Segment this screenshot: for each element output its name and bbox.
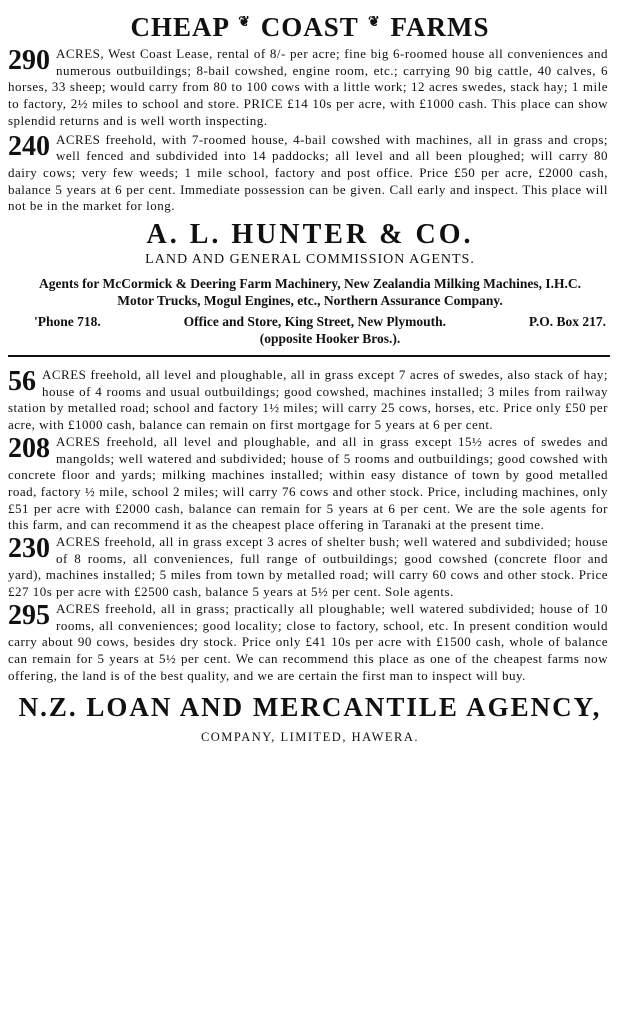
footer-agency-subtitle: COMPANY, LIMITED, HAWERA. — [200, 730, 420, 745]
listing-text: ACRES, West Coast Lease, rental of 8/- per acre; fine big 6-roomed house all conveniences and numerous outbuildings; 8-bail cowshed, engine room, etc.; carrying 90 big cattle, 40 calves, 6 horses, 33 sheep; would carry from 80 to 100 cows with a little work; 12 acres swedes, stack hay; 1 mile to factory, 2½ miles to school and store. PRICE £14 10s per acre, with £1000 cash. This place can show splendid returns and is well worth inspecting. — [8, 46, 608, 128]
listing-56 — [8, 367, 608, 434]
listing-208 — [8, 434, 608, 534]
agent-subtitle: LAND AND GENERAL COMMISSION AGENTS. — [145, 252, 475, 268]
agent-phone: 'Phone 718. — [34, 314, 101, 330]
agent-block — [0, 219, 620, 347]
listing-acres: 290 — [8, 45, 50, 76]
listing-text: ACRES freehold, with 7-roomed house, 4-bail cowshed with machines, all in grass and crops; well fenced and subdivided into 14 paddocks; all level and all been ploughed; will carry 80 dairy cows; very few weeds; 1 mile school, factory and post office. Price £50 per acre, £2000 cash, balance 5 years at 6 per cent. Immediate possession can be given. Call early and inspect. This place will not be in the market for long. — [8, 131, 608, 214]
listing-acres: 56 — [8, 366, 36, 398]
listing-240 — [8, 132, 608, 216]
listing-text: ACRES freehold, all in grass; practically all ploughable; well watered subdivided; house of 10 rooms, all conveniences; good locality; close to factory, school, etc. In present condition would carry about 90 cows, besides dry stock. Price only £41 10s per acre with £1500 cash, whole of balance can remain for 5 years at 5½ per cent. We can recommend this place as one of the cheapest farms now offering, the land is of the best quality, and we are certain the first man to inspect will buy. — [8, 600, 608, 683]
listing-230 — [8, 534, 608, 601]
ornament-icon: ❦ — [238, 15, 251, 30]
advertisement-page — [0, 6, 620, 1017]
headline-word-1: CHEAP — [130, 12, 229, 42]
agent-office: Office and Store, King Street, New Plymouth. — [183, 314, 446, 330]
ornament-icon: ❦ — [368, 15, 381, 30]
listing-acres: 240 — [8, 130, 50, 162]
headline-word-2: COAST — [260, 12, 359, 42]
agent-contact-row — [34, 313, 606, 330]
listing-text: ACRES freehold, all level and ploughable, all in grass except 7 acres of swedes, also stack of hay; house of 4 rooms and usual outbuildings; good cowshed, machines installed; 3 miles from railway station by metalled road; school and factory 1½ miles; will carry 25 cows, horses, etc. Price only £50 per acre, with £1000 cash, balance can remain on first mortgage for 5 years at 6 per cent. — [8, 367, 608, 433]
agent-location-note: (opposite Hooker Bros.). — [259, 331, 401, 347]
footer-agency-name: N.Z. LOAN AND MERCANTILE AGENCY, — [18, 692, 602, 723]
headline-word-3: FARMS — [390, 12, 490, 42]
listing-acres: 208 — [8, 432, 50, 464]
listing-295 — [8, 601, 608, 685]
listing-290 — [8, 46, 608, 130]
listing-text: ACRES freehold, all in grass except 3 acres of shelter bush; well watered and subdivided; house of 8 rooms, all conveniences, full range of outbuildings; good cowshed (concrete floor and yard), machines installed; 5 miles from town by metalled road; will carry 60 cows and other stock. Price £27 10s per acre with £2500 cash, balance 5 years at 5½ per cent. Sole agents. — [8, 534, 608, 600]
agent-description: Agents for McCormick & Deering Farm Machinery, New Zealandia Milking Machines, I.H.C. Motor Trucks, Mogul Engines, etc., Northern Assurance Company. — [39, 276, 581, 309]
listing-acres: 295 — [8, 599, 50, 631]
agent-name: A. L. HUNTER & CO. — [146, 219, 474, 251]
listing-acres: 230 — [8, 533, 50, 565]
agent-po-box: P.O. Box 217. — [528, 314, 606, 330]
listing-text: ACRES freehold, all level and ploughable, and all in grass except 15½ acres of swedes and mangolds; well watered and subdivided; house of 5 rooms and outbuildings; good cowshed with concrete floor and yards; milking machines installed; within easy distance of town by good metalled road, factory ½ mile, school 2 miles; will carry 76 cows and other stock. Price, including machines, only £51 per acre with £2000 cash, balance can remain for 5 years at 6 per cent. We are the sole agents for this farm, and can recommend it as the cheapest place offering in Taranaki at the present time. — [8, 433, 608, 533]
section-divider — [8, 355, 610, 357]
headline — [0, 6, 620, 44]
